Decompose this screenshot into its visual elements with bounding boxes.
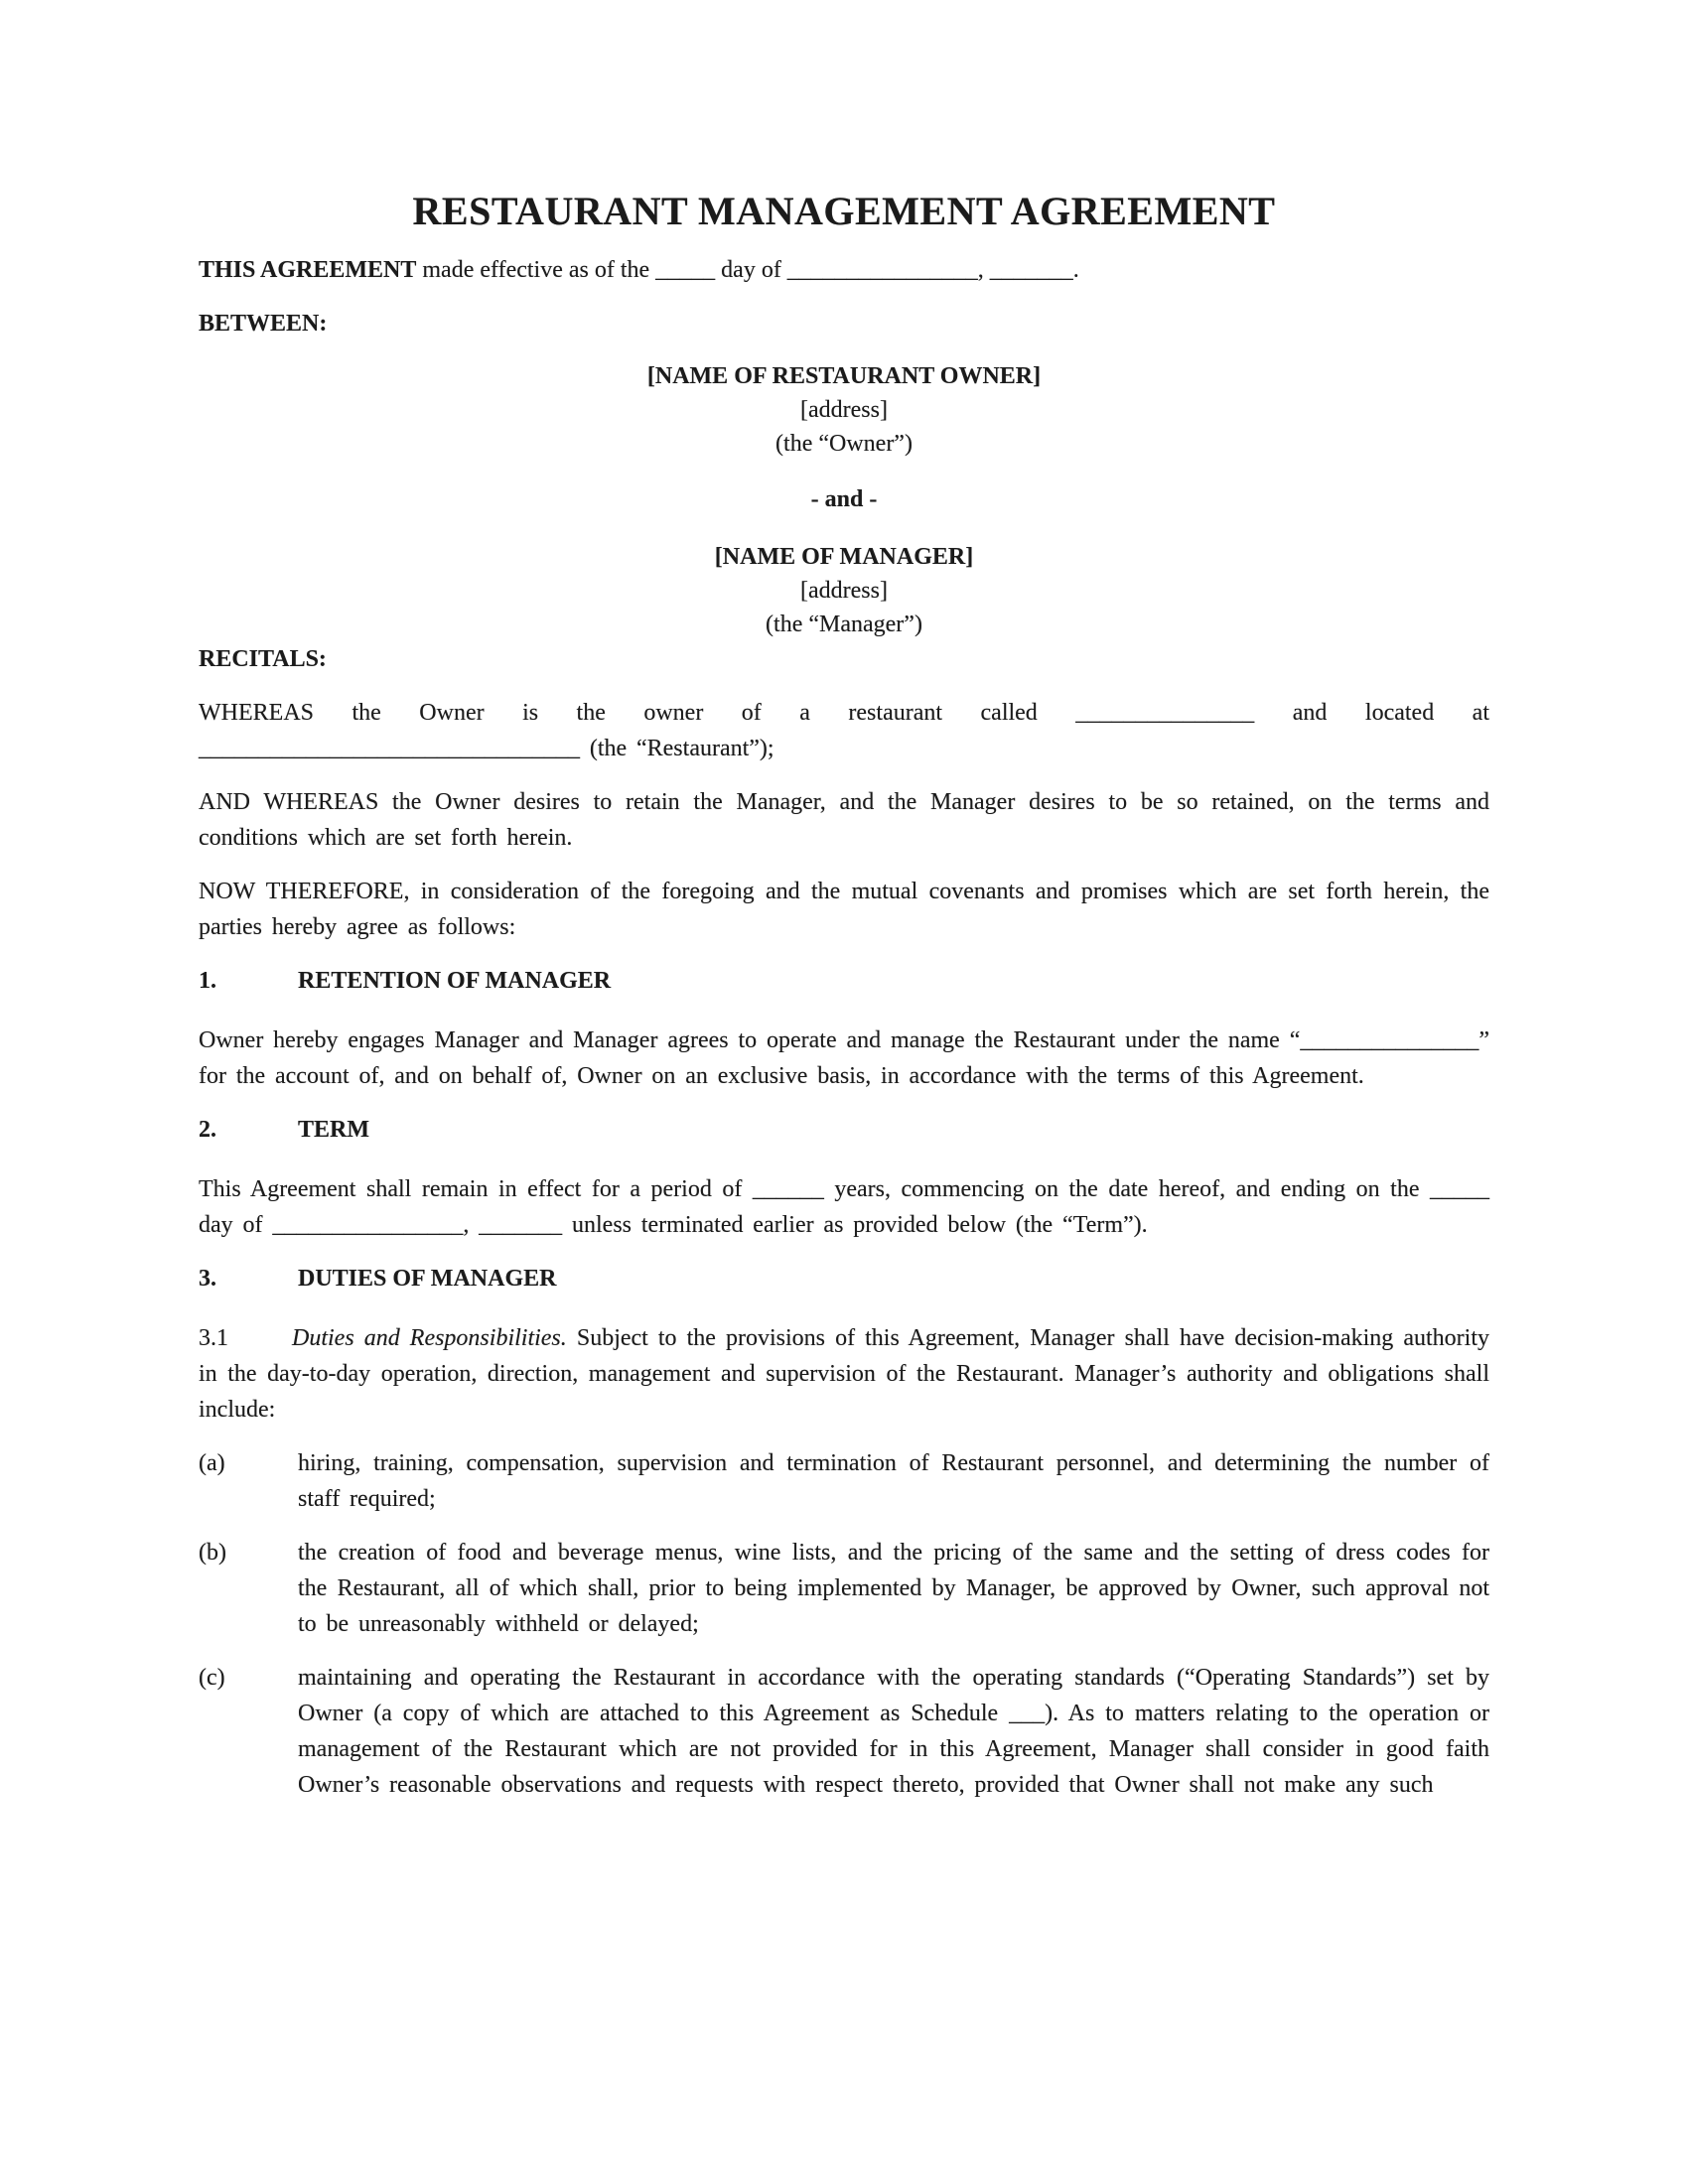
section-3-number: 3. — [199, 1266, 216, 1292]
section-1-number: 1. — [199, 968, 216, 994]
clause-3-1 — [199, 1320, 1489, 1428]
owner-address: [address] — [800, 397, 888, 423]
section-2-number: 2. — [199, 1117, 216, 1143]
subclause-c-text: maintaining and operating the Restaurant in accordance with the operating standards (“Operating Standards”) set by Owner (a copy of which are attached to this Agreement as Schedule ___). As to matters relating to the operation or management of the Restaurant which are not provided for in this Agreement, Manager shall consider in good faith Owner’s reasonable observations and requests with respect thereto, provided that Owner shall not make any such — [298, 1665, 1489, 1798]
intro-clause — [199, 252, 1489, 288]
manager-party-block — [199, 540, 1489, 641]
subclause-b — [199, 1535, 1489, 1642]
manager-alias: (the “Manager”) — [766, 612, 922, 637]
clause-3-1-italic-lead: Duties and Responsibilities. — [292, 1325, 567, 1351]
subclause-a — [199, 1445, 1489, 1517]
manager-address: [address] — [800, 578, 888, 604]
section-2-heading — [199, 1112, 1489, 1148]
subclause-c — [199, 1660, 1489, 1803]
document-title: RESTAURANT MANAGEMENT AGREEMENT — [412, 189, 1276, 233]
recital-and-whereas: AND WHEREAS the Owner desires to retain the Manager, and the Manager desires to be so retained, on the terms and conditions which are set forth herein. — [199, 789, 1489, 851]
subclause-b-label: (b) — [199, 1540, 226, 1566]
clause-3-1-text: Subject to the provisions of this Agreement, Manager shall have decision-making authority in the day-to-day operation, direction, management and supervision of the Restaurant. Manager’s authority and obligations shall include: — [199, 1325, 1489, 1423]
manager-name: [NAME OF MANAGER] — [714, 544, 974, 570]
section-1-title: RETENTION OF MANAGER — [298, 968, 612, 994]
intro-text: made effective as of the _____ day of ________________, _______. — [416, 257, 1079, 283]
subclause-b-text: the creation of food and beverage menus, wine lists, and the pricing of the same and the setting of dress codes for the Restaurant, all of which shall, prior to being implemented by Manager, be approved by Owner, such approval not to be unreasonably withheld or delayed; — [298, 1540, 1489, 1637]
section-3-heading — [199, 1261, 1489, 1297]
section-2-body: This Agreement shall remain in effect for a period of ______ years, commencing on the date hereof, and ending on the _____ day of ________________, _______ unless terminated earlier as provided below (the “Term”). — [199, 1176, 1489, 1238]
clause-3-1-number: 3.1 — [199, 1325, 228, 1351]
between-label: BETWEEN: — [199, 311, 328, 337]
section-2-title: TERM — [298, 1117, 369, 1143]
section-3-title: DUTIES OF MANAGER — [298, 1266, 557, 1292]
owner-party-block — [199, 359, 1489, 461]
intro-bold-lead: THIS AGREEMENT — [199, 257, 417, 283]
owner-name: [NAME OF RESTAURANT OWNER] — [646, 363, 1042, 389]
recitals-heading: RECITALS: — [199, 646, 327, 672]
subclause-a-label: (a) — [199, 1450, 225, 1476]
section-1-body: Owner hereby engages Manager and Manager agrees to operate and manage the Restaurant under the name “_______________” for the account of, and on behalf of, Owner on an exclusive basis, in accordance with the terms of this Agreement. — [199, 1027, 1489, 1089]
subclause-c-label: (c) — [199, 1665, 225, 1691]
subclause-a-text: hiring, training, compensation, supervision and termination of Restaurant personnel, and determining the number of staff required; — [298, 1450, 1489, 1512]
and-separator: - and - — [810, 486, 878, 512]
recital-whereas: WHEREAS the Owner is the owner of a restaurant called _______________ and located at ________________________________ (the “Restaurant”); — [199, 700, 1489, 761]
owner-alias: (the “Owner”) — [775, 431, 913, 457]
recital-now-therefore: NOW THEREFORE, in consideration of the foregoing and the mutual covenants and promises which are set forth herein, the parties hereby agree as follows: — [199, 879, 1489, 940]
section-1-heading — [199, 963, 1489, 999]
